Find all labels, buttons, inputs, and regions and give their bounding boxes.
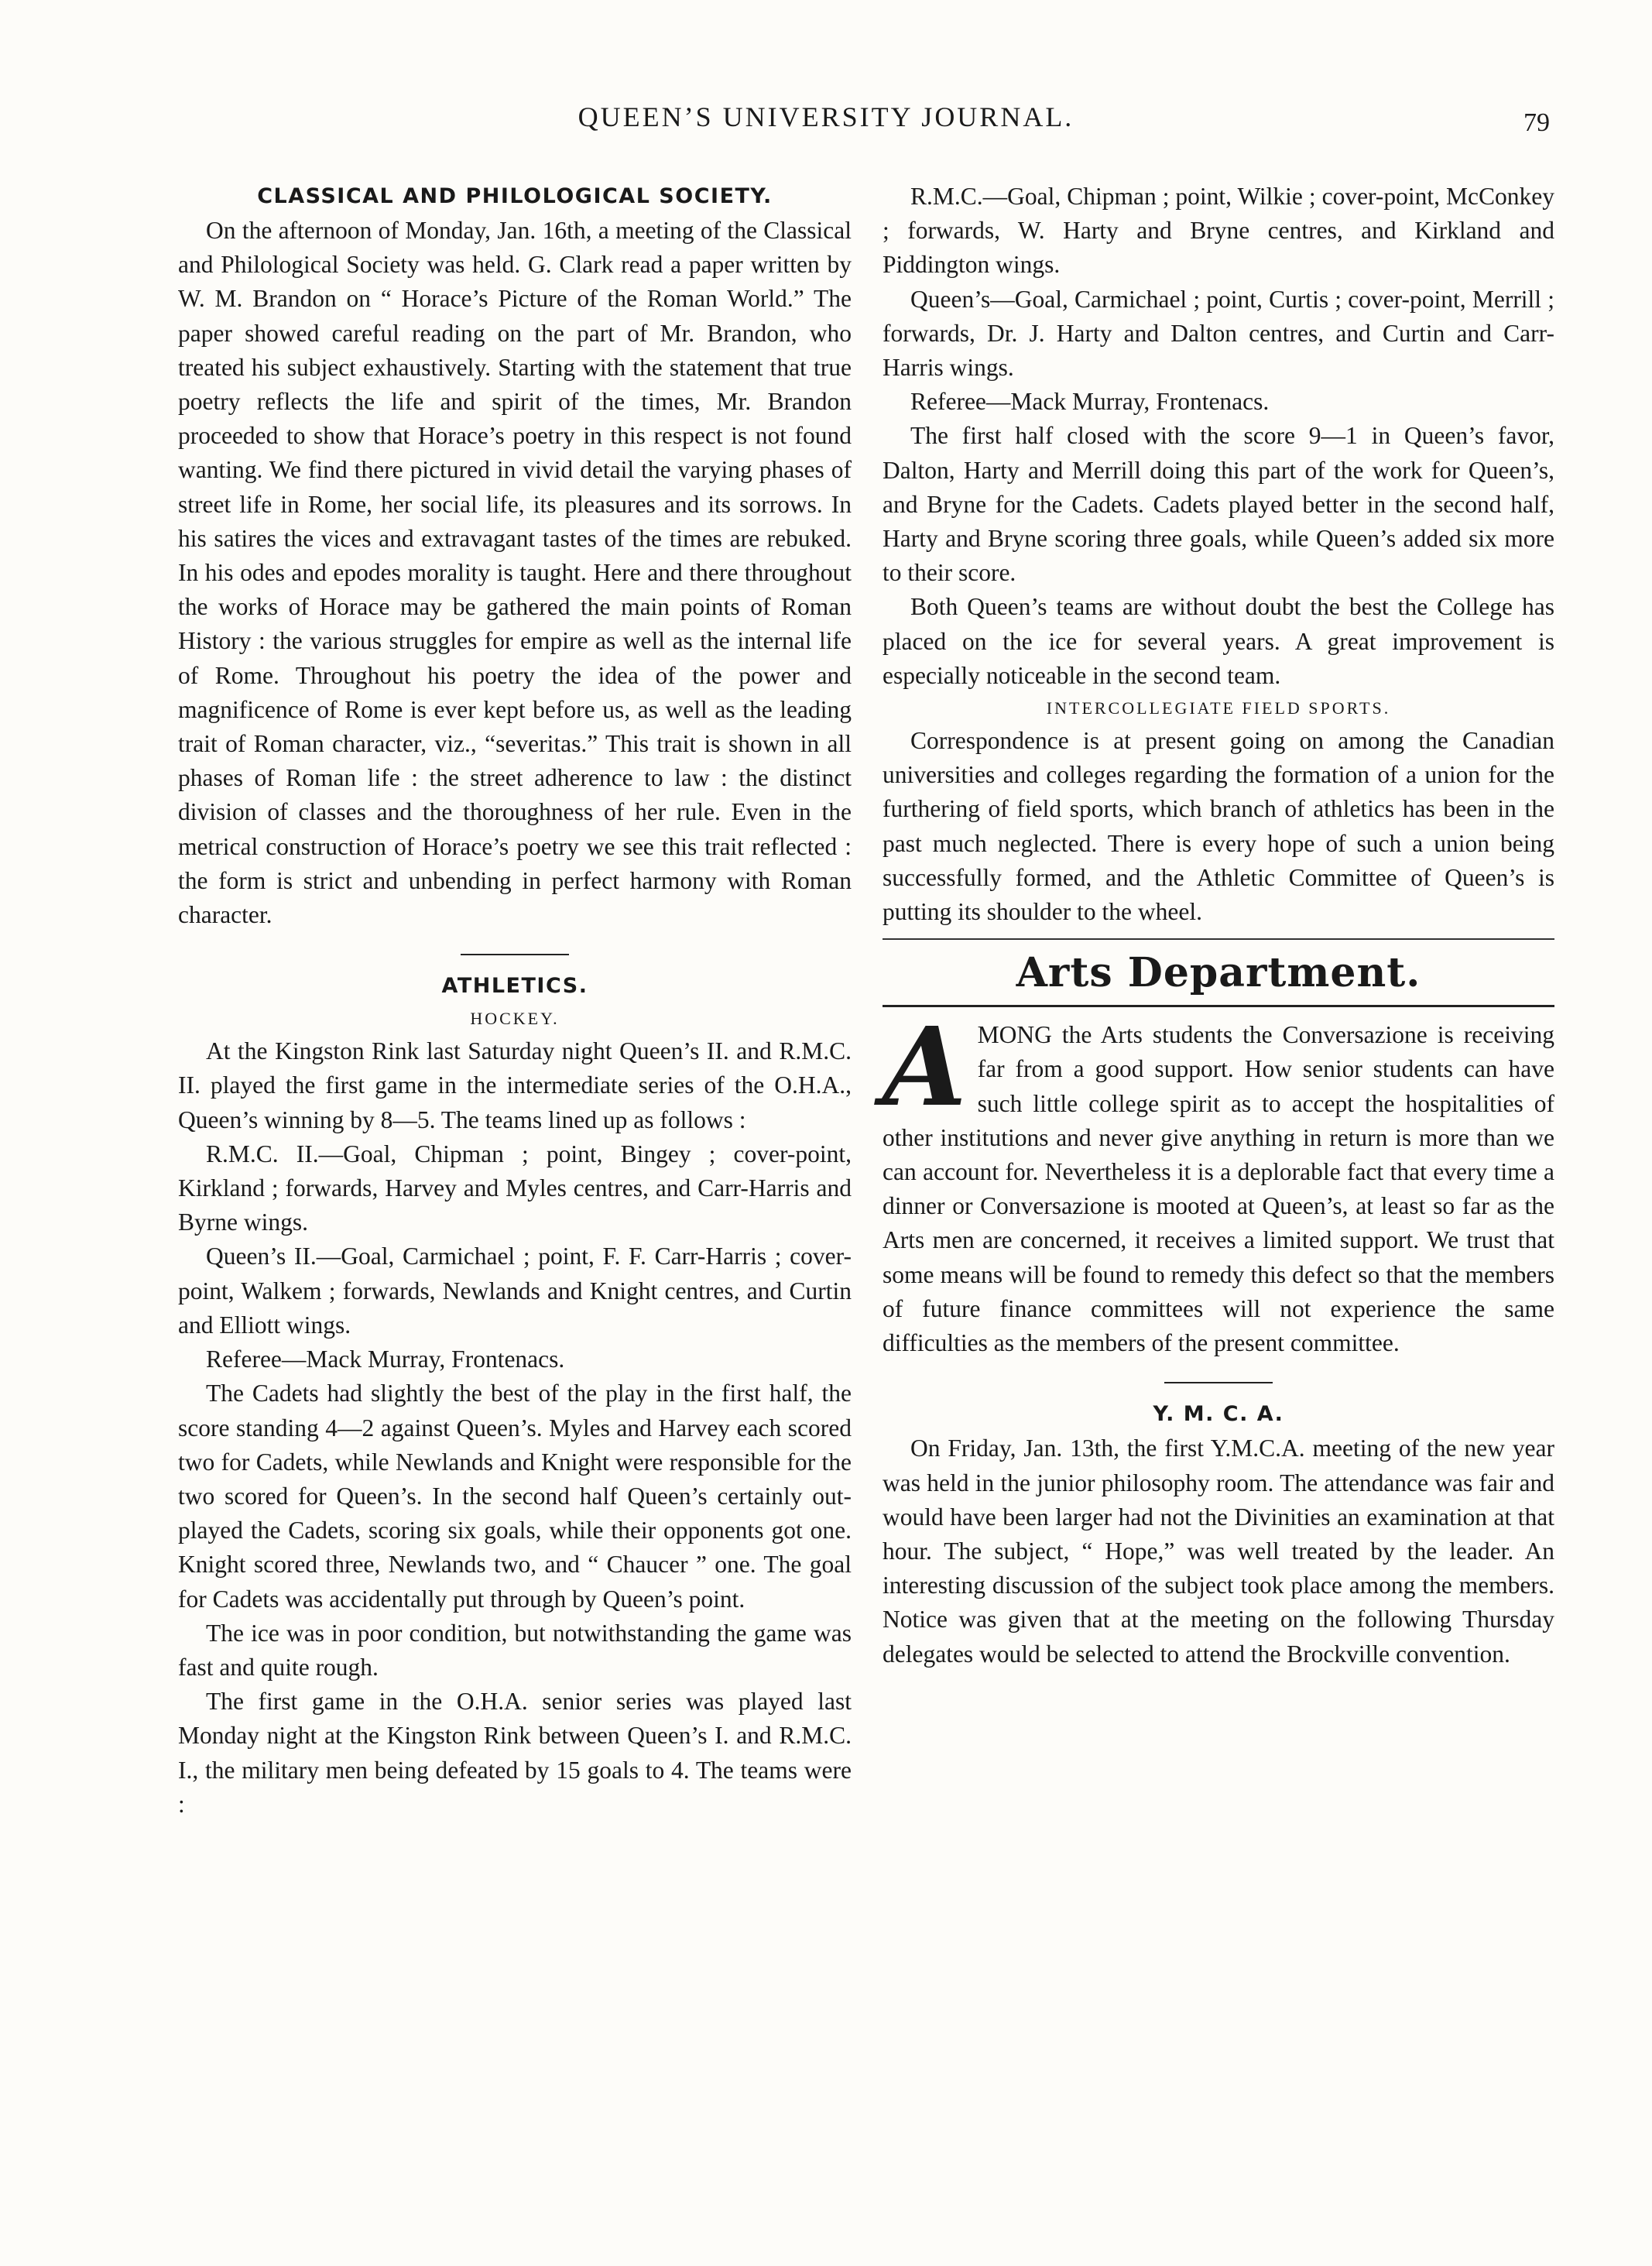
hockey-paragraph: The first game in the O.H.A. senior series was played last Monday night at the Kingston Rink between Queen’s I. and R.M.C. I., the military men being defeated by 15 goals to 4. The teams were : (178, 1688, 852, 1818)
ymca-paragraph: On Friday, Jan. 13th, the first Y.M.C.A. meeting of the new year was held in the junior philosophy room. The attendance was fair and would have been larger had not the Divinities an examination at that hour. The subject, “ Hope,” was well treated by the leader. An interesting discussion of the subject took place among the members. Notice was given that at the meeting on the following Thursday delegates would be selected to attend the Brockville convention. (883, 1435, 1554, 1668)
section-divider (461, 954, 569, 955)
section-divider (1164, 1382, 1273, 1383)
left-column (178, 180, 852, 1822)
section-rule (883, 938, 1554, 940)
drop-cap: A (883, 1004, 967, 1132)
ymca-heading: Y. M. C. A. (1153, 1402, 1284, 1427)
hockey-paragraph: Queen’s II.—Goal, Carmichael ; point, F. F. Carr-Harris ; cover-point, Walkem ; forwards, Newlands and Knight centres, and Curtin and Elliott wings. (178, 1243, 852, 1339)
title-rule (883, 1005, 1554, 1007)
hockey-paragraph: Both Queen’s teams are without doubt the best the College has placed on the ice for several years. A great improvement is especially noticeable in the second team. (883, 593, 1554, 689)
arts-paragraph (883, 1004, 1554, 1360)
hockey-paragraph: The first half closed with the score 9—1 in Queen’s favor, Dalton, Harty and Merrill doing this part of the work for Queen’s, and Bryne for the Cadets. Cadets played better in the second half, Harty and Bryne scoring three goals, while Queen’s added six more to their score. (883, 422, 1554, 587)
hockey-paragraph: The ice was in poor condition, but notwithstanding the game was fast and quite rough. (178, 1619, 852, 1681)
hockey-paragraph: Referee—Mack Murray, Frontenacs. (910, 388, 1270, 416)
classical-society-heading: CLASSICAL AND PHILOLOGICAL SOCIETY. (257, 184, 773, 208)
classical-paragraph: On the afternoon of Monday, Jan. 16th, a meeting of the Classical and Philological Society was held. G. Clark read a paper written by W. M. Brandon on “ Horace’s Picture of the Roman World.” The paper showed careful reading on the part of Mr. Brandon, who treated his subject exhaustively. Starting with the statement that true poetry reflects the life and spirit of the times, Mr. Brandon proceeded to show that Horace’s poetry in this respect is not found wanting. We find there pictured in vivid detail the varying phases of street life in Rome, her social life, its pleasures and its sorrows. In his satires the vices and extravagant tastes of the times are rebuked. In his odes and epodes morality is taught. Here and there throughout the works of Horace may be gathered the main points of Roman History : the various struggles for empire as well as the internal life of Rome. Throughout his poetry the idea of the power and magnificence of Rome is ever kept before us, as well as the leading trait of Roman character, viz., “severitas.” This trait is shown in all phases of Roman life : the street adherence to law : the distinct division of classes and the thoroughness of her rule. Even in the metrical construction of Horace’s poetry we see this trait reflected : the form is strict and unbending in perfect harmony with Roman character. (178, 217, 852, 929)
hockey-paragraph: Referee—Mack Murray, Frontenacs. (206, 1346, 565, 1373)
hockey-paragraph: R.M.C.—Goal, Chipman ; point, Wilkie ; cover-point, McConkey ; forwards, W. Harty and Bryne centres, and Kirkland and Piddington wings. (883, 183, 1554, 279)
field-sports-subheading: INTERCOLLEGIATE FIELD SPORTS. (1046, 698, 1391, 718)
arts-paragraph-text: MONG the Arts students the Conversazione is receiving far from a good support. How senior students can have such little college spirit as to accept the hospitalities of other institutions and never give anything in return is more than we can account for. Nevertheless it is a deplorable fact that every time a dinner or Conversazione is mooted at Queen’s, at least so far as the Arts men are concerned, it receives a limited support. We trust that some means will be found to remedy this defect so that the members of future finance committees will not experience the same difficulties as the members of the present committee. (883, 1021, 1554, 1357)
arts-department-title: Arts Department. (1016, 949, 1421, 997)
hockey-paragraph: Queen’s—Goal, Carmichael ; point, Curtis ; cover-point, Merrill ; forwards, Dr. J. Harty and Dalton centres, and Curtin and Carr-Harris wings. (883, 285, 1554, 382)
right-column (883, 180, 1554, 1671)
hockey-subheading: HOCKEY. (470, 1009, 560, 1029)
page-number: 79 (1523, 108, 1550, 137)
hockey-paragraph: R.M.C. II.—Goal, Chipman ; point, Bingey ; cover-point, Kirkland ; forwards, Harvey and Myles centres, and Carr-Harris and Byrne wings. (178, 1140, 852, 1236)
athletics-heading: ATHLETICS. (441, 974, 588, 999)
hockey-paragraph: At the Kingston Rink last Saturday night Queen’s II. and R.M.C. II. played the first game in the intermediate series of the O.H.A., Queen’s winning by 8—5. The teams lined up as follows : (178, 1037, 852, 1133)
running-head: QUEEN’S UNIVERSITY JOURNAL. (578, 101, 1074, 132)
field-sports-paragraph: Correspondence is at present going on among the Canadian universities and colleges regarding the formation of a union for the furthering of field sports, which branch of athletics has been in the past much neglected. There is every hope of such a union being successfully formed, and the Athletic Committee of Queen’s is putting its shoulder to the wheel. (883, 727, 1554, 926)
hockey-paragraph: The Cadets had slightly the best of the play in the first half, the score standing 4—2 against Queen’s. Myles and Harvey each scored two for Cadets, while Newlands and Knight were responsible for the two scored for Queen’s. In the second half Queen’s certainly out-played the Cadets, scoring six goals, while their opponents got one. Knight scored three, Newlands two, and “ Chaucer ” one. The goal for Cadets was accidentally put through by Queen’s point. (178, 1380, 852, 1613)
